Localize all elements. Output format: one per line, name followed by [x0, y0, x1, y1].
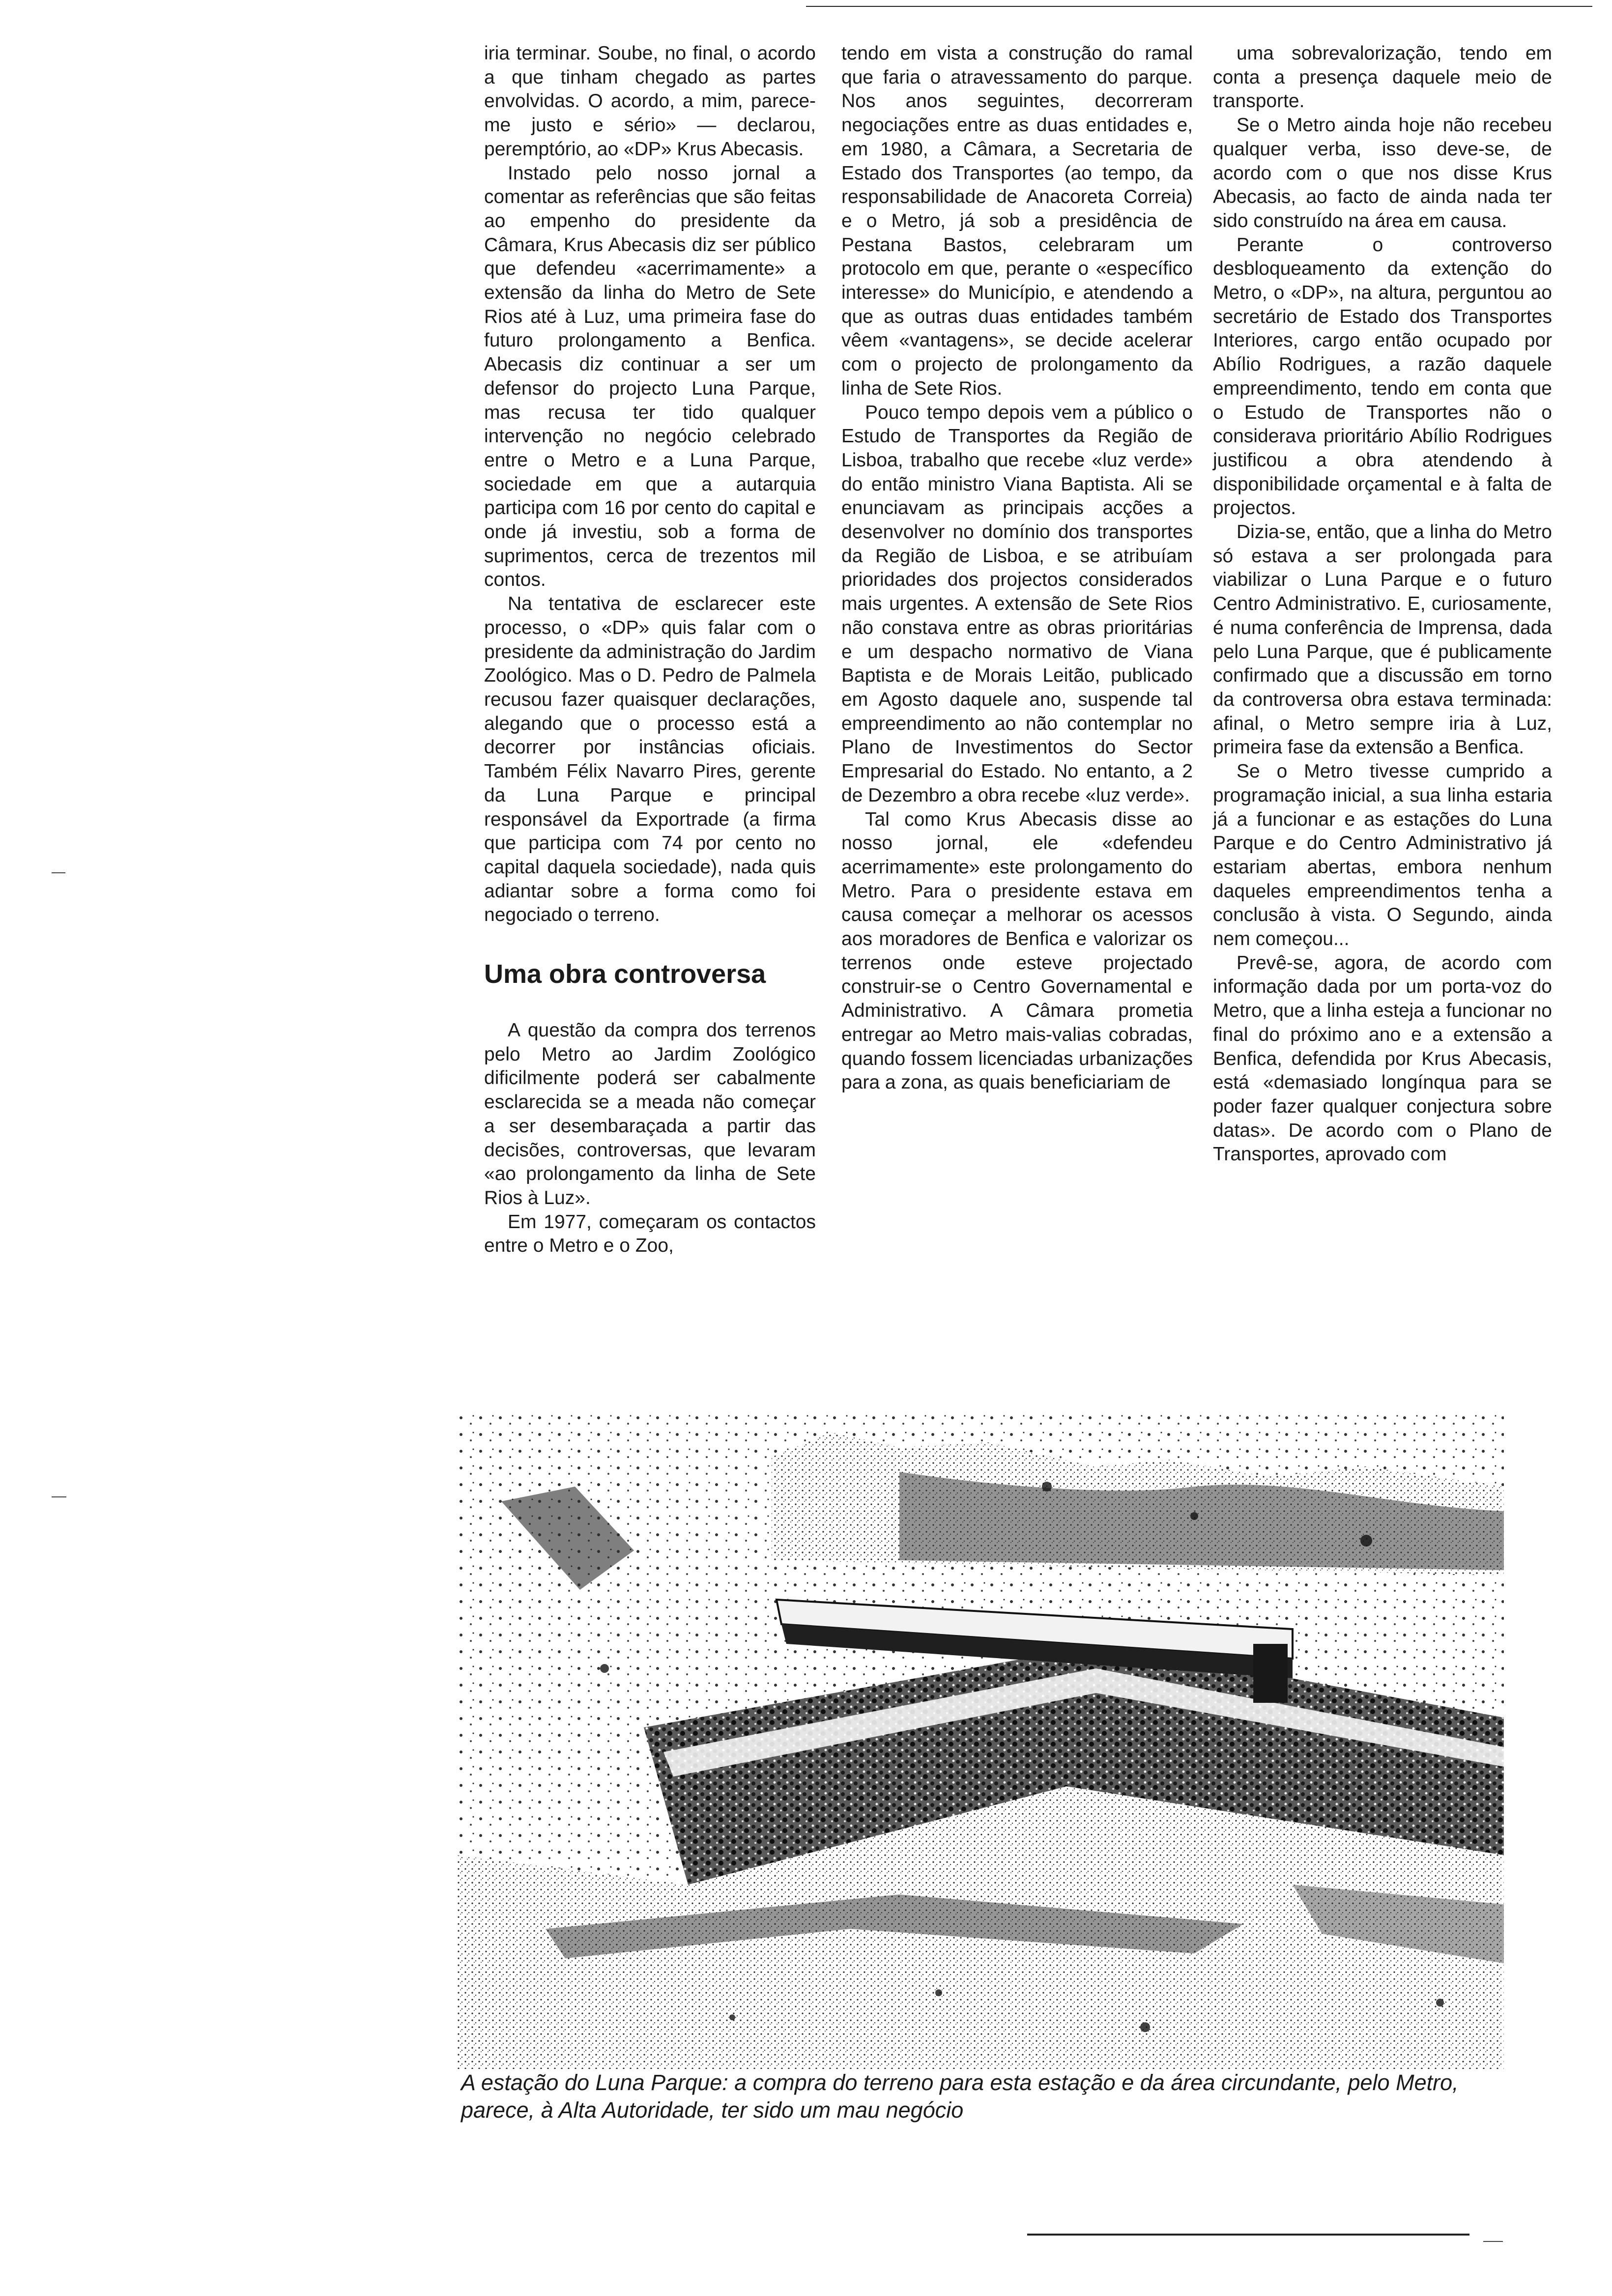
col3-paragraph-5: Se o Metro tivesse cumprido a programação inicial, a sua linha estaria já a funcionar e as estações do Luna Parque e do Centro Administrativo já estariam abertas, embora nenhum daqueles empreendimentos tenha a conclusão à vista. O Segundo, ainda nem começou...: [1213, 761, 1552, 950]
article-column-3: [1213, 42, 1552, 1167]
col1-paragraph-5: Em 1977, começaram os contactos entre o Metro e o Zoo,: [484, 1211, 816, 1257]
col1-paragraph-3: Na tentativa de esclarecer este processo, o «DP» quis falar com o presidente da administração do Jardim Zoológico. Mas o D. Pedro de Palmela recusou fazer quaisquer declarações, alegando que o processo está a decorrer por instâncias oficiais. Também Félix Navarro Pires, gerente da Luna Parque e principal responsável da Exportrade (a firma que participa com 74 por cento no capital daquela sociedade), nada quis adiantar sobre a forma como foi negociado o terreno.: [484, 593, 816, 926]
margin-mark: [52, 1496, 66, 1497]
article-column-1: [484, 42, 816, 1258]
margin-mark: [52, 872, 65, 873]
photo-illustration: [457, 1413, 1504, 2069]
col1-paragraph-2: Instado pelo nosso jornal a comentar as referências que são feitas ao empenho do presidente da Câmara, Krus Abecasis diz ser público que defendeu «acerrimamente» a extensão da linha do Metro de Sete Rios até à Luz, uma primeira fase do futuro prolongamento a Benfica. Abecasis diz continuar a ser um defensor do projecto Luna Parque, mas recusa ter tido qualquer intervenção no negócio celebrado entre o Metro e a Luna Parque, sociedade em que a autarquia participa com 16 por cento do capital e onde já investiu, sob a forma de suprimentos, cerca de trezentos mil contos.: [484, 162, 816, 591]
margin-mark: [1483, 2241, 1503, 2242]
col1-paragraph-1: iria terminar. Soube, no final, o acordo a que tinham chegado as partes envolvidas. O acordo, a mim, parece-me justo e sério» — declarou, peremptório, ao «DP» Krus Abecasis.: [484, 43, 816, 160]
col3-paragraph-2: Se o Metro ainda hoje não recebeu qualquer verba, isso deve-se, de acordo com o que nos disse Krus Abecasis, ao facto de ainda nada ter sido construído na área em causa.: [1213, 115, 1552, 231]
col3-paragraph-4: Dizia-se, então, que a linha do Metro só estava a ser prolongada para viabilizar o Luna Parque e o futuro Centro Administrativo. E, curiosamente, é numa conferência de Imprensa, dada pelo Luna Parque, que é publicamente confirmado que a discussão em torno da controversa obra estava terminada: afinal, o Metro sempre iria à Luz, primeira fase da extensão a Benfica.: [1213, 521, 1552, 758]
bottom-rule: [1027, 2234, 1469, 2236]
col3-paragraph-3: Perante o controverso desbloqueamento da extenção do Metro, o «DP», na altura, perguntou ao secretário de Estado dos Transportes Interiores, cargo então ocupado por Abílio Rodrigues, a razão daquele empreendimento, tendo em conta que o Estudo de Transportes não o considerava prioritário Abílio Rodrigues justificou a obra atendendo à disponibilidade orçamental e à falta de projectos.: [1213, 234, 1552, 519]
article-column-2: [841, 42, 1193, 1095]
top-rule: [806, 6, 1592, 7]
section-subheading: Uma obra controversa: [484, 959, 766, 989]
col3-paragraph-6: Prevê-se, agora, de acordo com informação dada por um porta-voz do Metro, que a linha esteja a funcionar no final do próximo ano e a extensão a Benfica, defendida por Krus Abecasis, está «demasiado longínqua para se poder fazer qualquer conjectura sobre datas». De acordo com o Plano de Transportes, aprovado com: [1213, 952, 1552, 1165]
photo-caption: A estação do Luna Parque: a compra do terreno para esta estação e da área circundante, pelo Metro, parece, à Alta Autoridade, ter sido um mau negócio: [461, 2070, 1459, 2123]
col1-paragraph-4: A questão da compra dos terrenos pelo Metro ao Jardim Zoológico dificilmente poderá ser cabalmente esclarecida se a meada não começar a ser desembaraçada a partir das decisões, controversas, que levaram «ao prolongamento da linha de Sete Rios à Luz».: [484, 1020, 816, 1208]
col2-paragraph-1: tendo em vista a construção do ramal que faria o atravessamento do parque. Nos anos seguintes, decorreram negociações entre as duas entidades e, em 1980, a Câmara, a Secretaria de Estado dos Transportes (ao tempo, da responsabilidade de Anacoreta Correia) e o Metro, já sob a presidência de Pestana Bastos, celebraram um protocolo em que, perante o «específico interesse» do Município, e atendendo a que as outras duas entidades também vêem «vantagens», se decide acelerar com o projecto de prolongamento da linha de Sete Rios.: [841, 43, 1193, 399]
col2-paragraph-3: Tal como Krus Abecasis disse ao nosso jornal, ele «defendeu acerrimamente» este prolongamento do Metro. Para o presidente estava em causa começar a melhorar os acessos aos moradores de Benfica e valorizar os terrenos onde esteve projectado construir-se o Centro Governamental e Administrativo. A Câmara prometia entregar ao Metro mais-valias cobradas, quando fossem licenciadas urbanizações para a zona, as quais beneficiariam de: [841, 808, 1193, 1093]
station-photograph: [457, 1413, 1504, 2069]
col3-paragraph-1: uma sobrevalorização, tendo em conta a presença daquele meio de transporte.: [1213, 43, 1552, 112]
col2-paragraph-2: Pouco tempo depois vem a público o Estudo de Transportes da Região de Lisboa, trabalho que recebe «luz verde» do então ministro Viana Baptista. Ali se enunciavam as principais acções a desenvolver no domínio dos transportes da Região de Lisboa, e se atribuíam prioridades dos projectos considerados mais urgentes. A extensão de Sete Rios não constava entre as obras prioritárias e um despacho normativo de Viana Baptista e de Morais Leitão, publicado em Agosto daquele ano, suspende tal empreendimento ao não contemplar no Plano de Investimentos do Sector Empresarial do Estado. No entanto, a 2 de Dezembro a obra recebe «luz verde».: [841, 402, 1193, 806]
